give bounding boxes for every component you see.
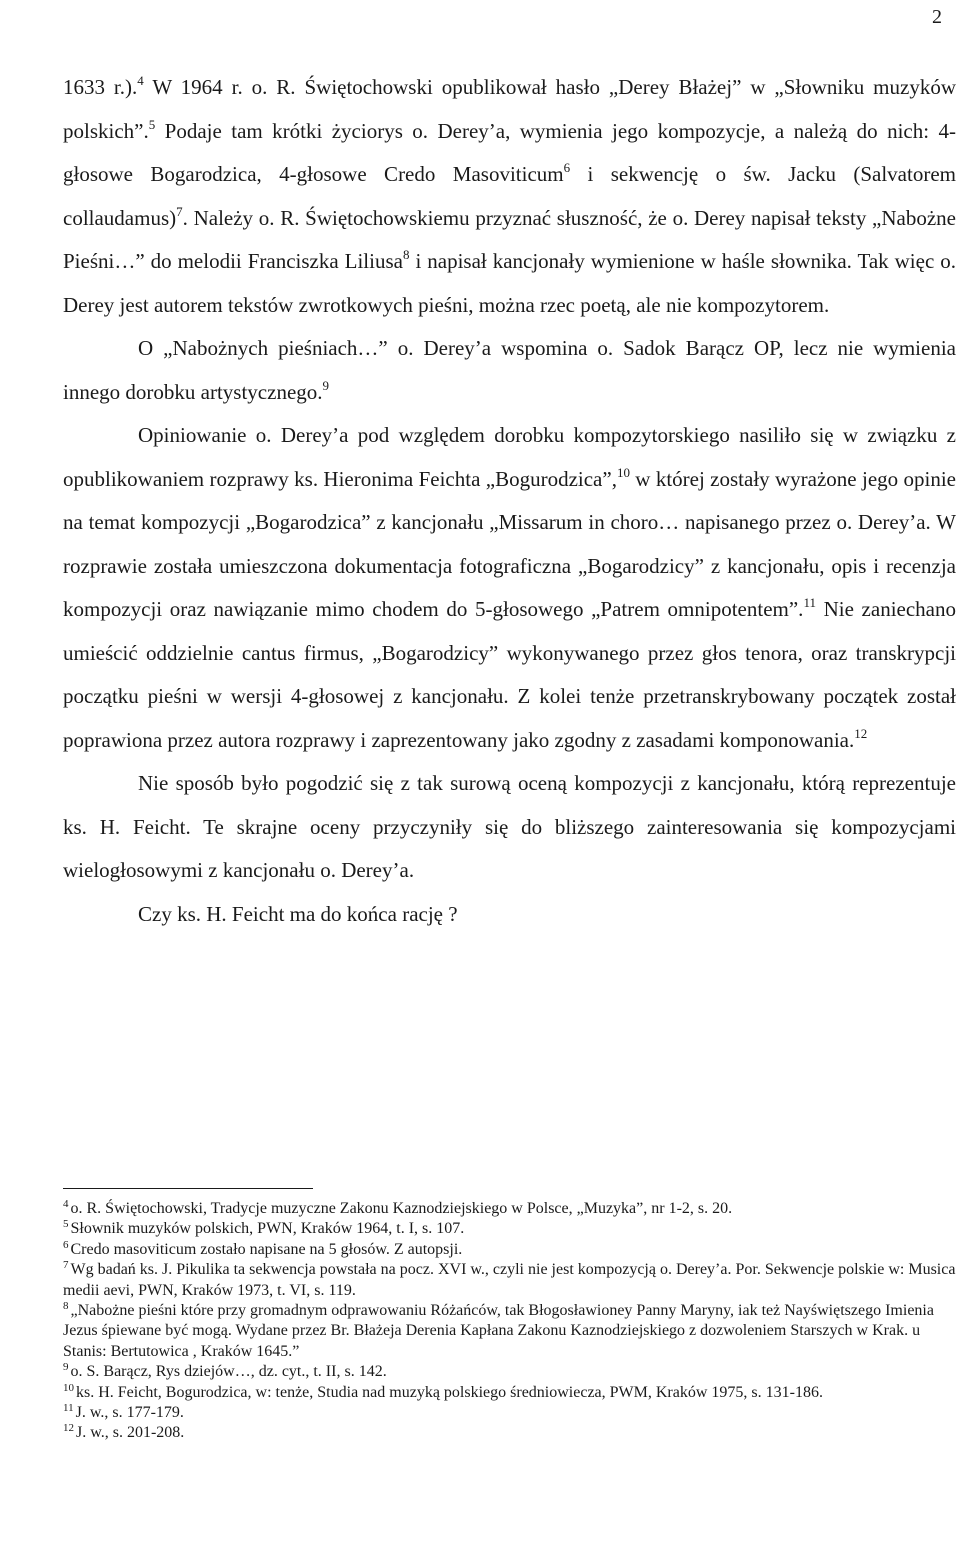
footnote-ref: 11	[803, 595, 816, 610]
paragraph	[63, 66, 956, 327]
footnote-list	[63, 1199, 956, 1444]
footnote-text: Słownik muzyków polskich, PWN, Kraków 1964, t. I, s. 107.	[70, 1220, 465, 1238]
footnote	[63, 1260, 956, 1301]
footnote-ref: 6	[563, 160, 571, 175]
footnote-ref: 10	[616, 464, 630, 480]
footnote-separator	[63, 1188, 313, 1189]
paragraph-text: Nie sposób było pogodzić się z tak surową oceną kompozycji z kancjonału, którą reprezentuje ks. H. Feicht. Te skrajne oceny przyczyniły się do bliższego zainteresowania się kompozycjami wielogłosowymi z kancjonału o. Derey’a.	[63, 771, 956, 882]
footnote-text: Credo masoviticum zostało napisane na 5 głosów. Z autopsji.	[70, 1240, 463, 1258]
footnote-number: 8	[63, 1300, 69, 1313]
footnote	[63, 1301, 956, 1362]
footnote-text: o. S. Barącz, Rys dziejów…, dz. cyt., t. II, s. 142.	[70, 1363, 387, 1381]
footnote-text: „Nabożne pieśni które przy gromadnym odprawowaniu Różańców, tak Błogosławioney Panny Maryny, iak też Nayświętszego Imienia Jezus śpiewane być mogą. Wydane przez Br. Błażeja Derenia Kapłana Zakonu Kaznodziejskiego z dozwoleniem Starszych w Krak. u Stanis: Bertutowica , Kraków 1645.”	[63, 1302, 934, 1360]
page-number: 2	[932, 6, 942, 28]
footnote-number: 6	[63, 1238, 69, 1251]
footnote	[63, 1199, 956, 1219]
footnote-number: 9	[63, 1361, 69, 1374]
footnote	[63, 1423, 956, 1443]
footnote-number: 10	[63, 1381, 74, 1394]
footnote-text: o. R. Świętochowski, Tradycje muzyczne Zakonu Kaznodziejskiego w Polsce, „Muzyka”, nr 1-2, s. 20.	[70, 1200, 733, 1217]
paragraph-text: w której zostały wyrażone jego opinie na temat kompozycji „Bogarodzica” z kancjonału „Missarum in choro… napisanego przez o. Derey’a. W rozprawie została umieszczona dokumentacja fotograficzna „Bogarodzicy” z kancjonału, opis i recenzja kompozycji oraz nawiązanie mimo chodem do 5-głosowego „Patrem omnipotentem”.	[63, 466, 956, 621]
footnote-number: 4	[63, 1198, 69, 1210]
paragraph-text: Podaje tam krótki życiorys o. Derey’a, wymienia jego kompozycje, a należą do nich: 4-głosowe Bogarodzica, 4-głosowe Credo Masoviticum	[63, 118, 956, 186]
footnote-number: 7	[63, 1259, 69, 1272]
footnote-ref: 7	[176, 203, 183, 219]
paragraph-text: Opiniowanie o. Derey’a pod względem dorobku kompozytorskiego nasiliło się w związku z opublikowaniem rozprawy ks. Hieronima Feichta „Bogurodzica”,	[63, 423, 956, 491]
footnote-text: ks. H. Feicht, Bogurodzica, w: tenże, Studia nad muzyką polskiego średniowiecza, PWM, Kraków 1975, s. 131-186.	[76, 1383, 823, 1401]
paragraph-text: Nie zaniechano umieścić oddzielnie cantus firmus, „Bogarodzicy” wykonywanego przez głos tenora, oraz transkrypcji początku pieśni w wersji 4-głosowej z kancjonału. Z kolei tenże przetranskrybowany początek został poprawiona przez autora rozprawy i zaprezentowany jako zgodny z zasadami komponowania.	[63, 597, 956, 752]
footnote-text: J. w., s. 201-208.	[76, 1424, 185, 1442]
paragraph-text: 1633 r.).	[63, 75, 138, 99]
paragraph-text: O „Nabożnych pieśniach…” o. Derey’a wspomina o. Sadok Barącz OP, lecz nie wymienia innego dorobku artystycznego.	[63, 336, 956, 404]
footnote	[63, 1383, 956, 1403]
footnote-ref: 8	[402, 247, 410, 262]
footnote-text: Wg badań ks. J. Pikulika ta sekwencja powstała na pocz. XVI w., czyli nie jest kompozycją o. Derey’a. Por. Sekwencje polskie w: Musica medii aevi, PWN, Kraków 1973, t. VI, s. 119.	[63, 1261, 956, 1299]
paragraph	[63, 414, 956, 762]
footnotes	[63, 1188, 956, 1444]
footnote-ref: 4	[137, 73, 144, 88]
footnote-number: 11	[63, 1402, 74, 1415]
footnote	[63, 1219, 956, 1239]
paragraph	[63, 762, 956, 893]
paragraph-text: Czy ks. H. Feicht ma do końca rację ?	[138, 901, 458, 926]
paragraph	[63, 893, 956, 937]
footnote-ref: 12	[854, 725, 868, 741]
footnote	[63, 1240, 956, 1260]
paragraph-text: . Należy o. R. Świętochowskiemu przyznać słuszność, że o. Derey napisał teksty „Nabożne Pieśni…” do melodii Franciszka Liliusa	[63, 205, 956, 273]
footnote-number: 5	[63, 1218, 69, 1231]
paragraph-text: W 1964 r. o. R. Świętochowski opublikował hasło „Derey Błażej” w „Słowniku muzyków polskich”.	[63, 75, 957, 143]
paragraph	[63, 327, 956, 414]
paragraph-text: i sekwencję o św. Jacku (Salvatorem collaudamus)	[63, 162, 956, 230]
footnote-ref: 9	[322, 377, 330, 393]
footnote	[63, 1403, 956, 1423]
paragraph-text: i napisał kancjonały wymienione w haśle słownika. Tak więc o. Derey jest autorem tekstów zwrotkowych pieśni, można rzec poetą, ale nie kompozytorem.	[63, 249, 956, 317]
body-text	[63, 66, 956, 936]
footnote-text: J. w., s. 177-179.	[75, 1404, 184, 1422]
footnote-ref: 5	[148, 116, 156, 132]
footnote	[63, 1362, 956, 1382]
footnote-number: 12	[63, 1422, 74, 1435]
